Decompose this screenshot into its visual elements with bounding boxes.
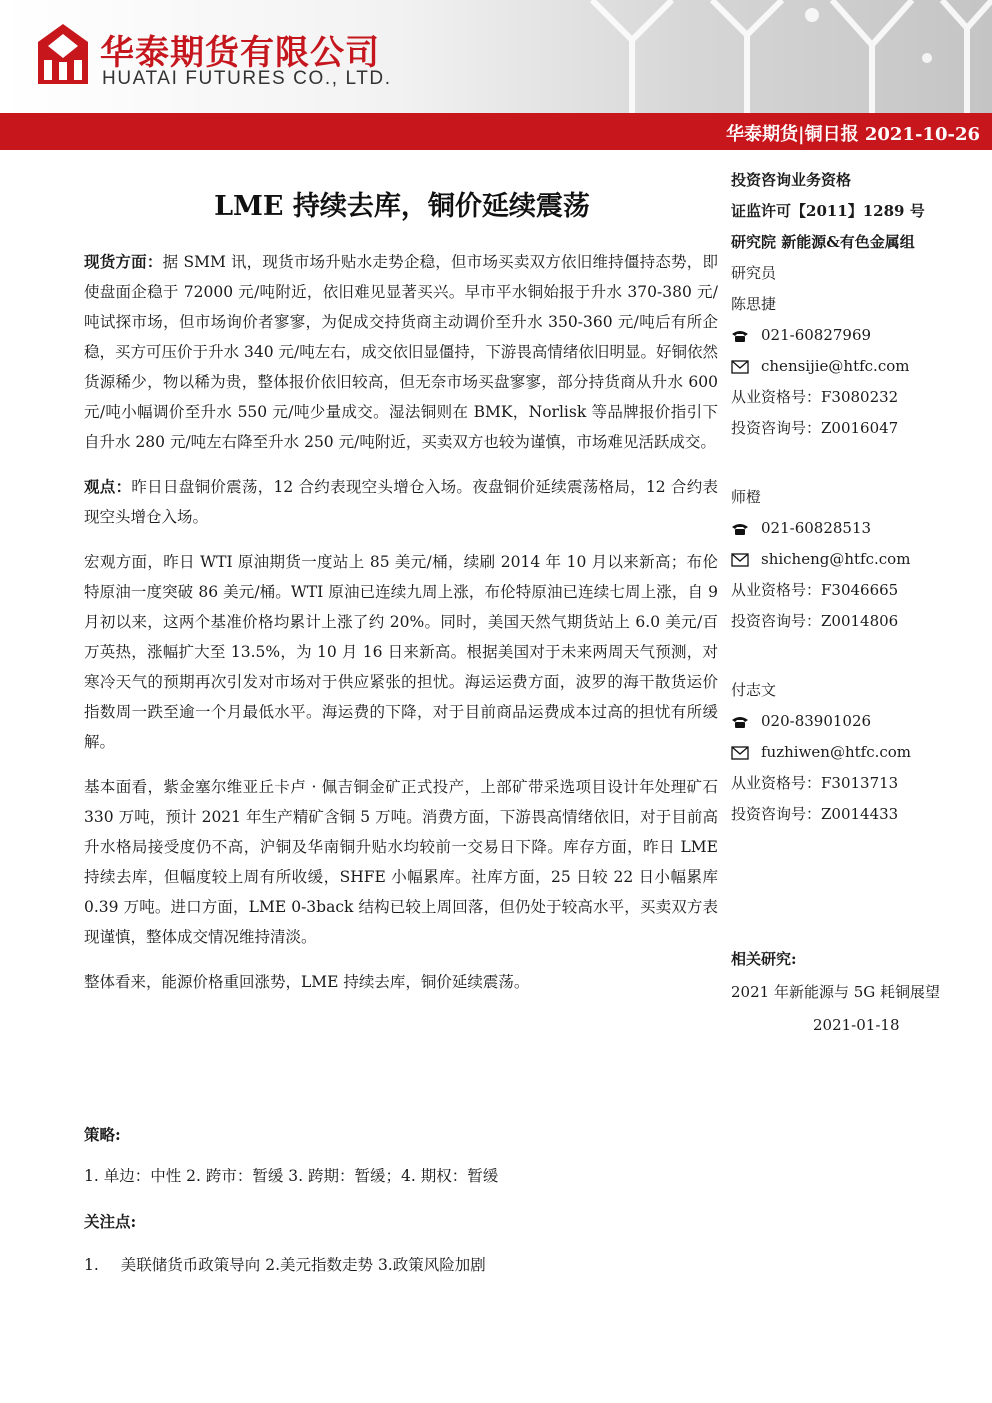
focus-text: [84, 1250, 718, 1280]
company-logo: [34, 22, 92, 88]
paragraph-text: 基本面看，紫金塞尔维亚丘卡卢 · 佩吉铜金矿正式投产，上部矿带采选项目设计年处理矿石 330 万吨，预计 2021 年生产精矿含铜 5 万吨。消费方面，下游畏高情绪依旧，对于目前高升水格局接受度仍不高，沪铜及华南铜升贴水均较前一交易日下降。库存方面，昨日 LME 持续去库，但幅度较上周有所收缓，SHFE 小幅累库。社库方面，25 日较 22 日小幅累库 0.39 万吨。进口方面，LME 0-3back 结构已较上周回落，但仍处于较高水平，买卖双方表现谨慎，整体成交情况维持清淡。: [84, 778, 718, 946]
license-number: 证监许可【2011】1289 号: [731, 202, 925, 220]
report-bar: [0, 113, 992, 150]
email-address[interactable]: shicheng@htfc.com: [761, 550, 911, 568]
focus-items: 美联储货币政策导向 2.美元指数走势 3.政策风险加剧: [120, 1256, 486, 1274]
phone-number: 021-60827969: [761, 326, 872, 344]
consult-number: 投资咨询号：Z0014806: [731, 612, 899, 630]
paragraph-fundamentals: [84, 772, 718, 952]
focus-number: 1.: [84, 1256, 99, 1274]
analyst-name: 付志文: [731, 681, 777, 699]
focus-heading: [84, 1207, 718, 1237]
report-title: LME 持续去库，铜价延续震荡: [214, 191, 590, 222]
phone-icon: [731, 522, 749, 536]
mail-icon: [731, 360, 749, 374]
paragraph-spot: [84, 247, 718, 457]
consult-number: 投资咨询号：Z0014433: [731, 805, 899, 823]
phone-number: 020-83901026: [761, 712, 872, 730]
analyst-phone: [731, 513, 981, 544]
paragraph-text: 据 SMM 讯，现货市场升贴水走势企稳，但市场买卖双方依旧维持僵持态势，即使盘面企稳于 72000 元/吨附近，依旧难见显著买兴。早市平水铜始报于升水 370-380 元/吨试探市场，但市场询价者寥寥，为促成交持货商主动调价至升水 350-360 元/吨后有所企稳，买方可压价于升水 340 元/吨左右，成交依旧显僵持，下游畏高情绪依旧明显。好铜依然货源稀少，物以稀为贵，整体报价依旧较高，但无奈市场买盘寥寥，部分持货商从升水 600 元/吨小幅调价至升水 550 元/吨少量成交。湿法铜则在 BMK，Norlisk 等品牌报价指引下自升水 280 元/吨左右降至升水 250 元/吨附近，买卖双方也较为谨慎，市场难见活跃成交。: [84, 253, 718, 451]
header-decoration: [572, 0, 992, 113]
sidebar: [731, 165, 981, 830]
qualification-title: 投资咨询业务资格: [731, 171, 852, 189]
mail-icon: [731, 746, 749, 760]
department: 研究院 新能源&有色金属组: [731, 233, 915, 251]
phone-number: 021-60828513: [761, 519, 872, 537]
report-body: [84, 247, 718, 1012]
consult-number: 投资咨询号：Z0016047: [731, 419, 899, 437]
paragraph-label: 现货方面：: [84, 252, 163, 271]
analyst-name: 陈思捷: [731, 295, 777, 313]
email-address[interactable]: chensijie@htfc.com: [761, 357, 910, 375]
paragraph-macro: [84, 547, 718, 757]
paragraph-text: 整体看来，能源价格重回涨势，LME 持续去库，铜价延续震荡。: [84, 973, 530, 991]
phone-icon: [731, 715, 749, 729]
analyst-email[interactable]: [731, 737, 981, 768]
analyst-phone: [731, 320, 981, 351]
related-heading: 相关研究:: [731, 950, 797, 968]
analyst-email[interactable]: [731, 351, 981, 382]
strategy-text: 1. 单边：中性 2. 跨市：暂缓 3. 跨期：暂缓；4. 期权：暂缓: [84, 1167, 499, 1185]
analyst-name: 师橙: [731, 488, 762, 506]
focus-heading-text: 关注点:: [84, 1212, 137, 1231]
related-title[interactable]: 2021 年新能源与 5G 耗铜展望: [731, 983, 941, 1001]
qualification-number: 从业资格号：F3080232: [731, 388, 899, 406]
paragraph-label: 观点：: [84, 477, 132, 496]
analyst-email[interactable]: [731, 544, 981, 575]
phone-icon: [731, 329, 749, 343]
paragraph-text: 昨日日盘铜价震荡，12 合约表现空头增仓入场。夜盘铜价延续震荡格局，12 合约表现空头增仓入场。: [84, 478, 718, 526]
email-address[interactable]: fuzhiwen@htfc.com: [761, 743, 912, 761]
paragraph-text: 宏观方面，昨日 WTI 原油期货一度站上 85 美元/桶，续刷 2014 年 10 月以来新高；布伦特原油一度突破 86 美元/桶。WTI 原油已连续九周上涨，布伦特原油已连续七周上涨，自 9 月初以来，这两个基准价格均累计上涨了约 20%。同时，美国天然气期货站上 6.0 美元/百万英热，涨幅扩大至 13.5%，为 10 月 16 日来新高。根据美国对于未来两周天气预测，对寒冷天气的预期再次引发对市场对于供应紧张的担忧。海运运费方面，波罗的海干散货运价指数周一跌至逾一个月最低水平。海运费的下降，对于目前商品运费成本过高的担忧有所缓解。: [84, 553, 718, 751]
page-header: [0, 0, 992, 113]
paragraph-summary: [84, 967, 718, 997]
analyst-phone: [731, 706, 981, 737]
company-name-en: HUATAI FUTURES CO., LTD.: [102, 68, 392, 89]
strategy-heading-text: 策略:: [84, 1125, 121, 1144]
related-date: 2021-01-18: [813, 1016, 900, 1034]
role-label: 研究员: [731, 264, 777, 282]
company-name-cn: 华泰期货有限公司: [100, 33, 380, 73]
related-research: [731, 943, 981, 1042]
strategy-heading: [84, 1120, 718, 1150]
paragraph-view: [84, 472, 718, 532]
report-bar-text: 华泰期货|铜日报 2021-10-26: [726, 124, 980, 145]
qualification-number: 从业资格号：F3013713: [731, 774, 899, 792]
mail-icon: [731, 553, 749, 567]
qualification-number: 从业资格号：F3046665: [731, 581, 899, 599]
